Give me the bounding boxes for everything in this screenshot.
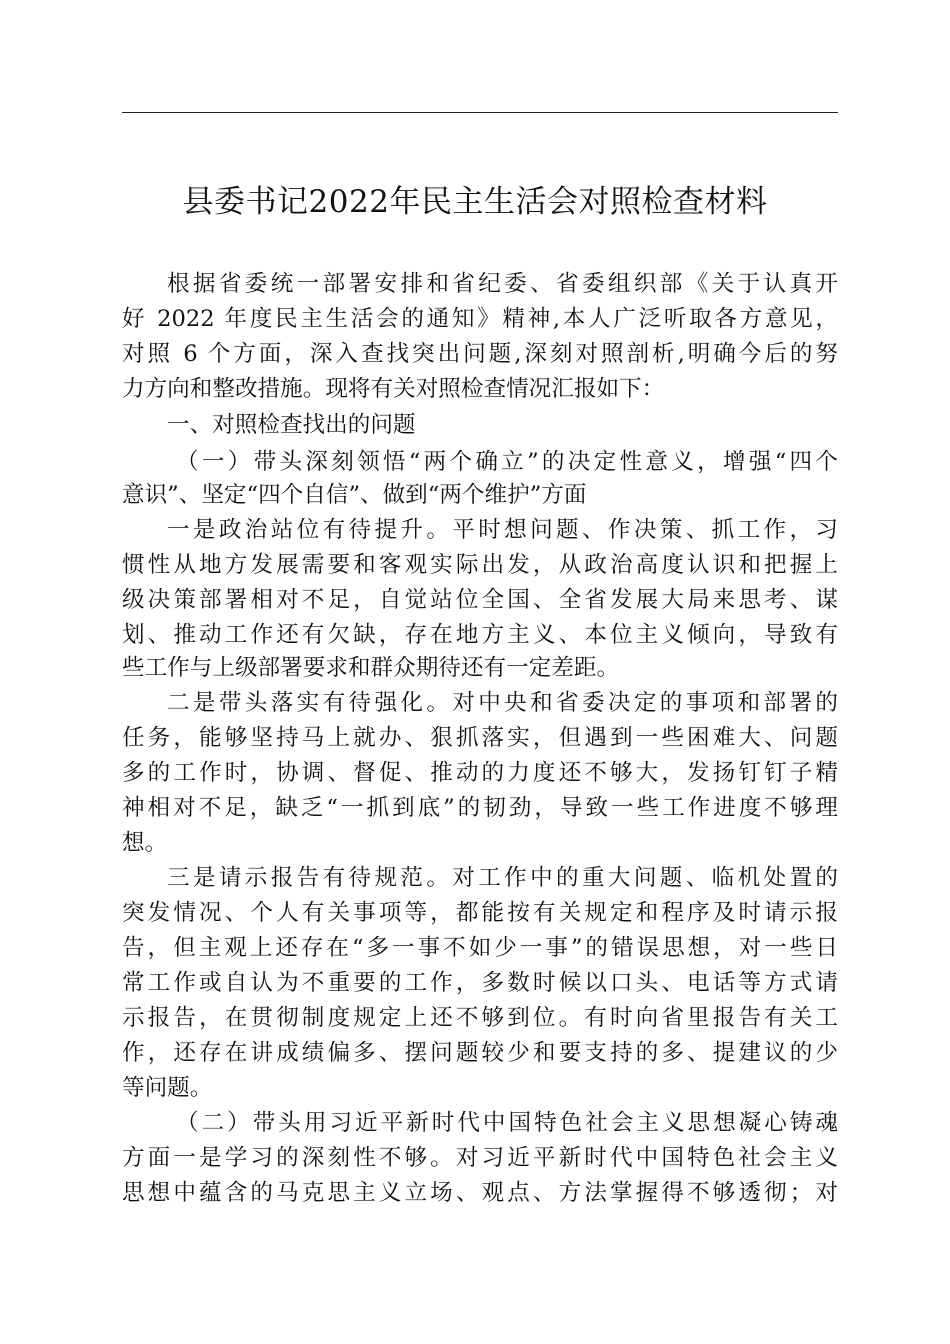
paragraph-line: 突发情况、个人有关事项等，都能按有关规定和程序及时请示报 xyxy=(122,900,838,926)
document-title: 县委书记2022年民主生活会对照检查材料 xyxy=(182,184,768,220)
paragraph-line: 根据省委统一部署安排和省纪委、省委组织部《关于认真开 xyxy=(167,271,838,297)
paragraph-line: 惯性从地方发展需要和客观实际出发，从政治高度认识和把握上 xyxy=(122,552,838,578)
subsection-heading: （二）带头用习近平新时代中国特色社会主义思想凝心铸魂 xyxy=(176,1110,838,1136)
paragraph-line: 对照 6 个方面，深入查找突出问题,深刻对照剖析,明确今后的努 xyxy=(122,341,838,367)
paragraph-line: 一是政治站位有待提升。平时想问题、作决策、抓工作，习 xyxy=(167,517,838,543)
paragraph-line: 三是请示报告有待规范。对工作中的重大问题、临机处置的 xyxy=(167,865,838,891)
header-rule xyxy=(122,112,838,113)
subsection-heading: （一）带头深刻领悟“两个确立”的决定性意义，增强“四个 xyxy=(176,449,838,475)
paragraph-line: 等问题。 xyxy=(122,1075,213,1101)
paragraph-line: 作，还存在讲成绩偏多、摆问题较少和要支持的多、提建议的少 xyxy=(122,1040,838,1066)
paragraph-line: 神相对不足，缺乏“一抓到底”的韧劲，导致一些工作进度不够理 xyxy=(122,795,838,821)
paragraph-line: 常工作或自认为不重要的工作，多数时候以口头、电话等方式请 xyxy=(122,970,838,996)
paragraph-line: 些工作与上级部署要求和群众期待还有一定差距。 xyxy=(122,655,620,681)
section-heading: 一、对照检查找出的问题 xyxy=(167,412,416,438)
paragraph-line: 示报告，在贯彻制度规定上还不够到位。有时向省里报告有关工 xyxy=(122,1005,838,1031)
paragraph-line: 好 2022 年度民主生活会的通知》精神,本人广泛听取各方意见， xyxy=(122,306,838,332)
paragraph-line: 思想中蕴含的马克思主义立场、观点、方法掌握得不够透彻；对 xyxy=(122,1180,838,1206)
paragraph-line: 划、推动工作还有欠缺，存在地方主义、本位主义倾向，导致有 xyxy=(122,622,838,648)
paragraph-line: 级决策部署相对不足，自觉站位全国、全省发展大局来思考、谋 xyxy=(122,587,838,613)
paragraph-line: 任务，能够坚持马上就办、狠抓落实，但遇到一些困难大、问题 xyxy=(122,725,838,751)
paragraph-line: 方面一是学习的深刻性不够。对习近平新时代中国特色社会主义 xyxy=(122,1145,838,1171)
subsection-heading: 意识”、坚定“四个自信”、做到“两个维护”方面 xyxy=(122,482,587,508)
paragraph-line: 想。 xyxy=(122,830,168,856)
paragraph-line: 多的工作时，协调、督促、推动的力度还不够大，发扬钉钉子精 xyxy=(122,760,838,786)
paragraph-line: 告，但主观上还存在“多一事不如少一事”的错误思想，对一些日 xyxy=(122,935,838,961)
paragraph-line: 力方向和整改措施。现将有关对照检查情况汇报如下： xyxy=(122,376,665,402)
paragraph-line: 二是带头落实有待强化。对中央和省委决定的事项和部署的 xyxy=(167,690,838,716)
